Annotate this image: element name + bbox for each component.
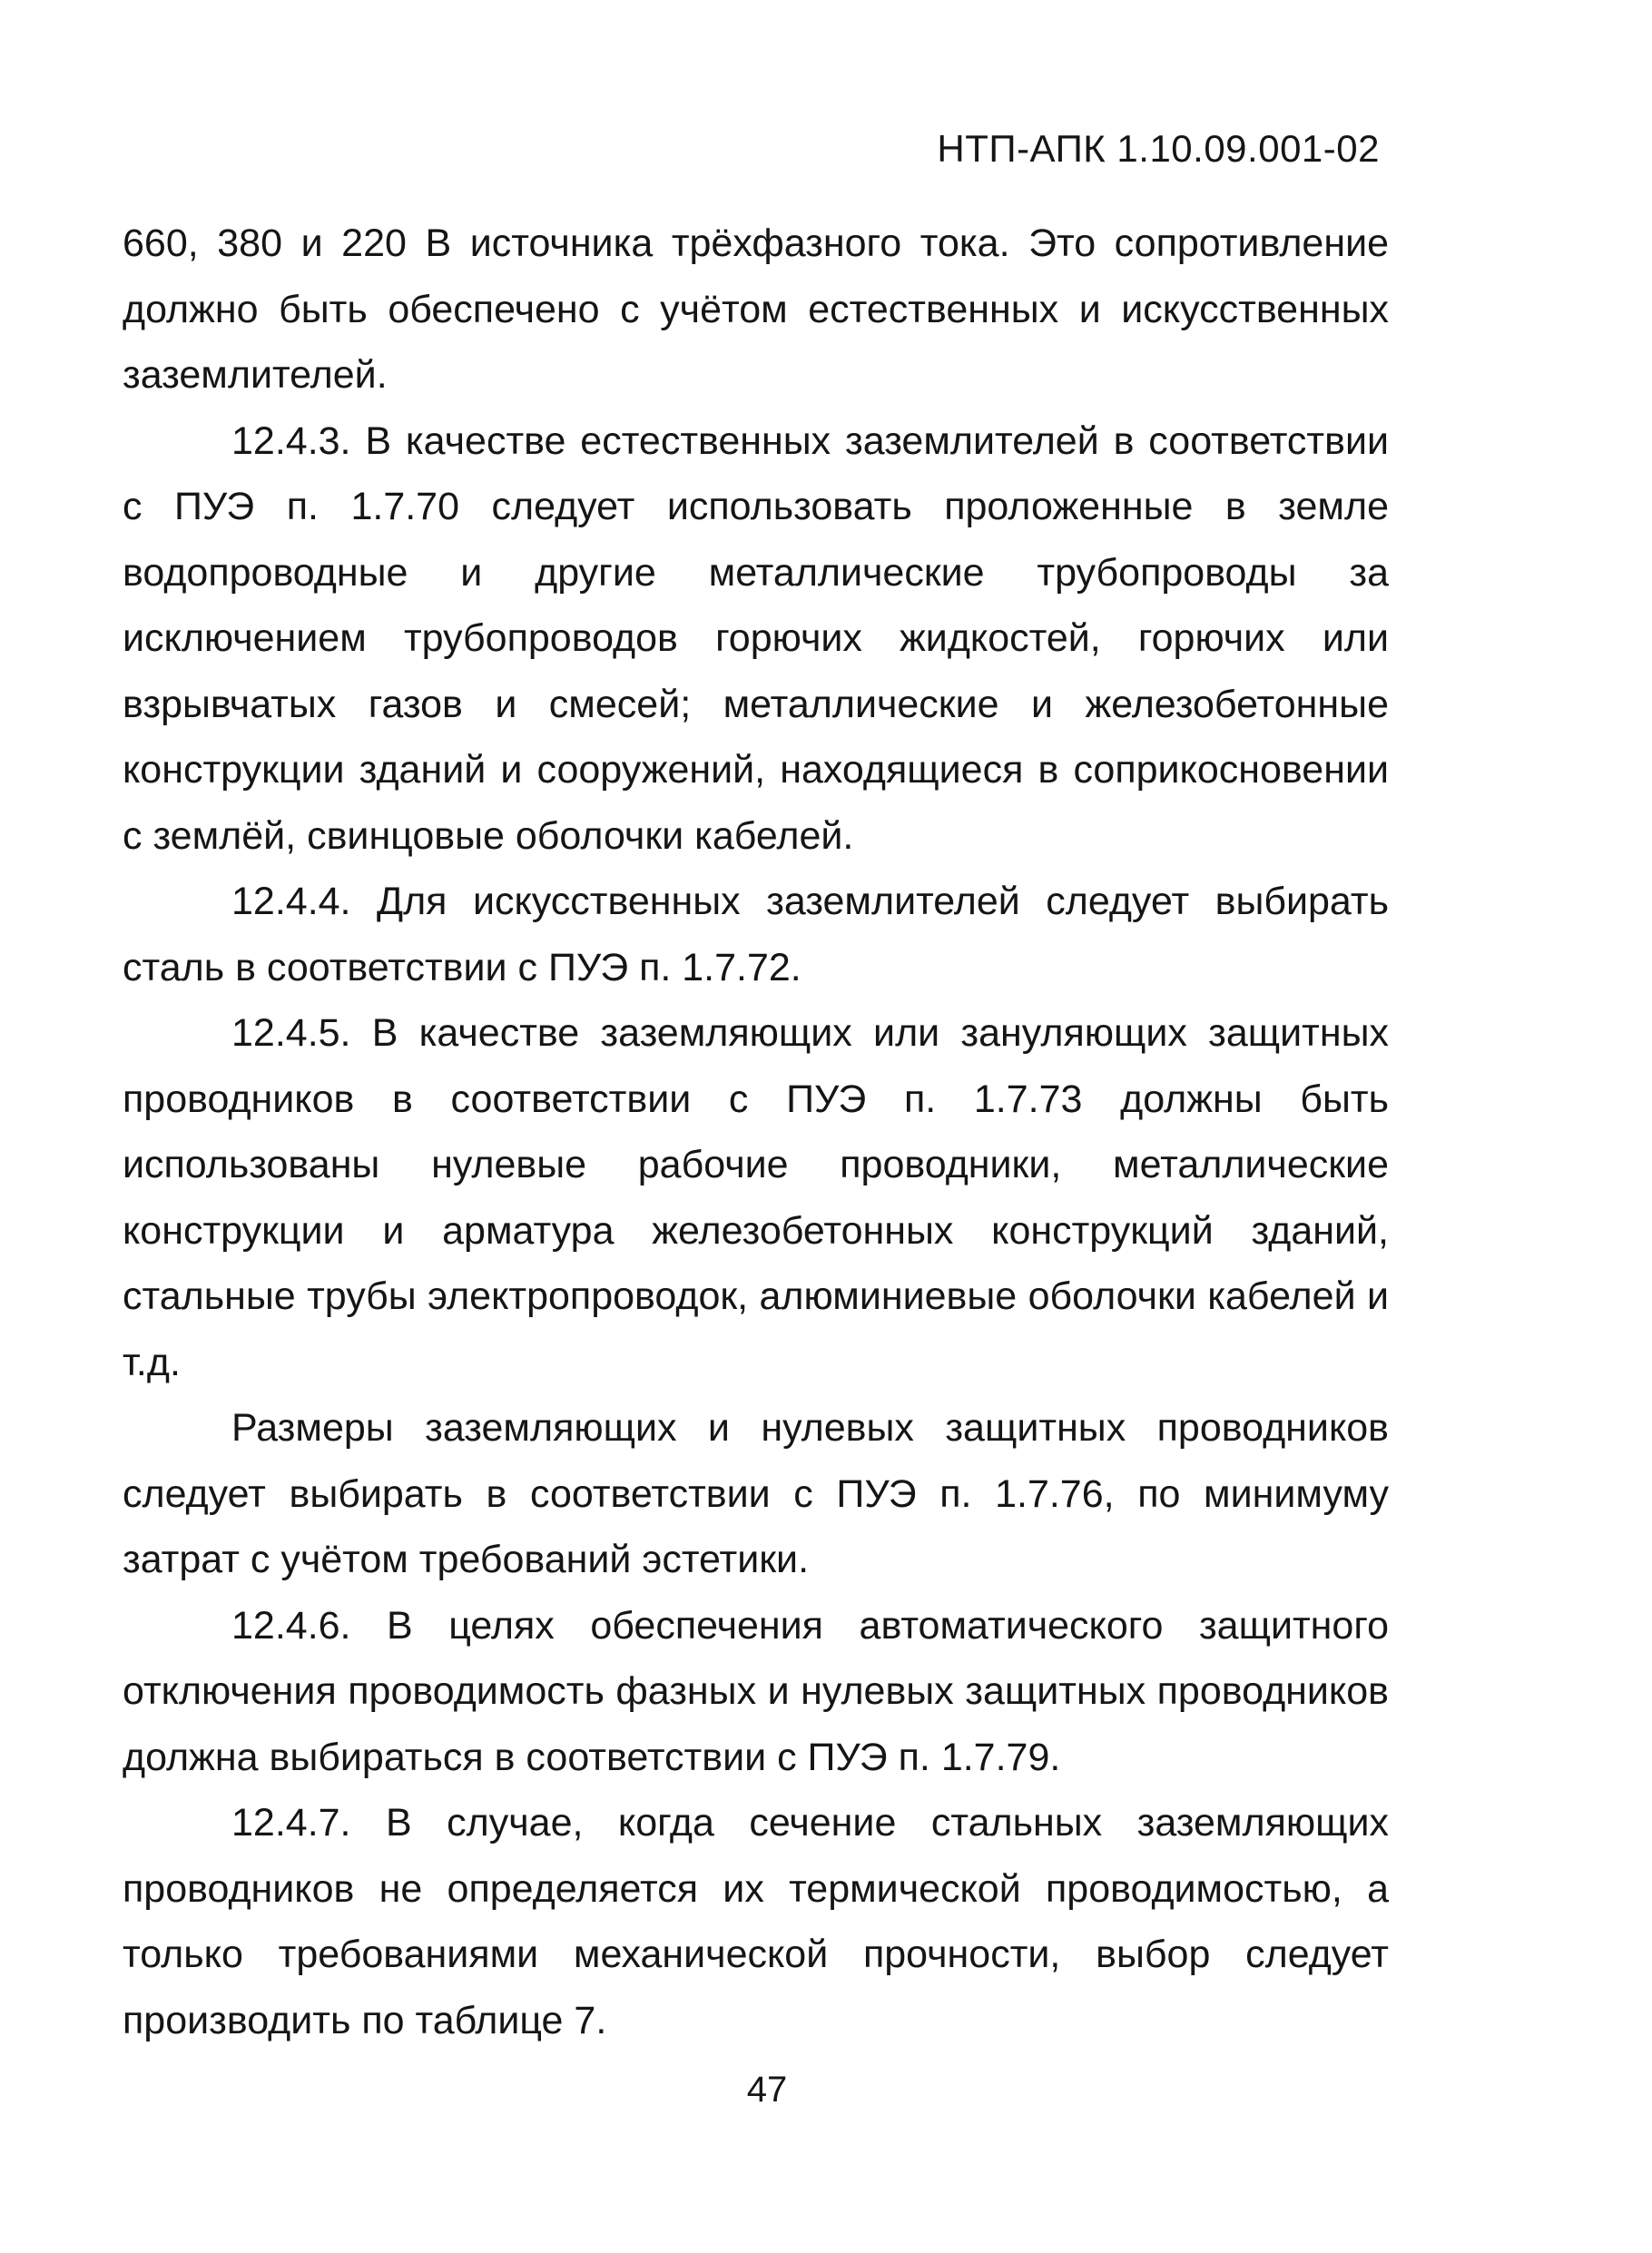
document-body [123, 211, 1389, 2053]
paragraph-conductor-sizes: Размеры заземляющих и нулевых защитных проводников следует выбирать в соответствии с ПУЭ п. 1.7.76, по минимуму затрат с учётом требований эстетики. [123, 1406, 1389, 1581]
paragraph-12-4-7: 12.4.7. В случае, когда сечение стальных заземляющих проводников не определяется их термической проводимостью, а только требованиями механической прочности, выбор следует производить по таблице 7. [123, 1801, 1389, 2042]
paragraph-12-4-5: 12.4.5. В качестве заземляющих или зануляющих защитных проводников в соответствии с ПУЭ п. 1.7.73 должны быть использованы нулевые рабочие проводники, металлические конструкции и арматура железобетонных конструкций зданий, стальные трубы электропроводок, алюминиевые оболочки кабелей и т.д. [123, 1011, 1389, 1384]
document-code-header: НТП-АПК 1.10.09.001-02 [937, 127, 1380, 170]
page-number: 47 [746, 2070, 788, 2110]
paragraph-continuation: 660, 380 и 220 В источника трёхфазного тока. Это сопротивление должно быть обеспечено с учётом естественных и искусственных заземлителей. [123, 221, 1389, 397]
paragraph-12-4-4: 12.4.4. Для искусственных заземлителей следует выбирать сталь в соответствии с ПУЭ п. 1.7.72. [123, 880, 1389, 989]
paragraph-12-4-3: 12.4.3. В качестве естественных заземлителей в соответствии с ПУЭ п. 1.7.70 следует использовать проложенные в земле водопроводные и другие металлические трубопроводы за исключением трубопроводов горючих жидкостей, горючих или взрывчатых газов и смесей; металлические и железобетонные конструкции зданий и сооружений, находящиеся в соприкосновении с землёй, свинцовые оболочки кабелей. [123, 418, 1389, 858]
paragraph-12-4-6: 12.4.6. В целях обеспечения автоматического защитного отключения проводимость фазных и нулевых защитных проводников должна выбираться в соответствии с ПУЭ п. 1.7.79. [123, 1603, 1389, 1779]
